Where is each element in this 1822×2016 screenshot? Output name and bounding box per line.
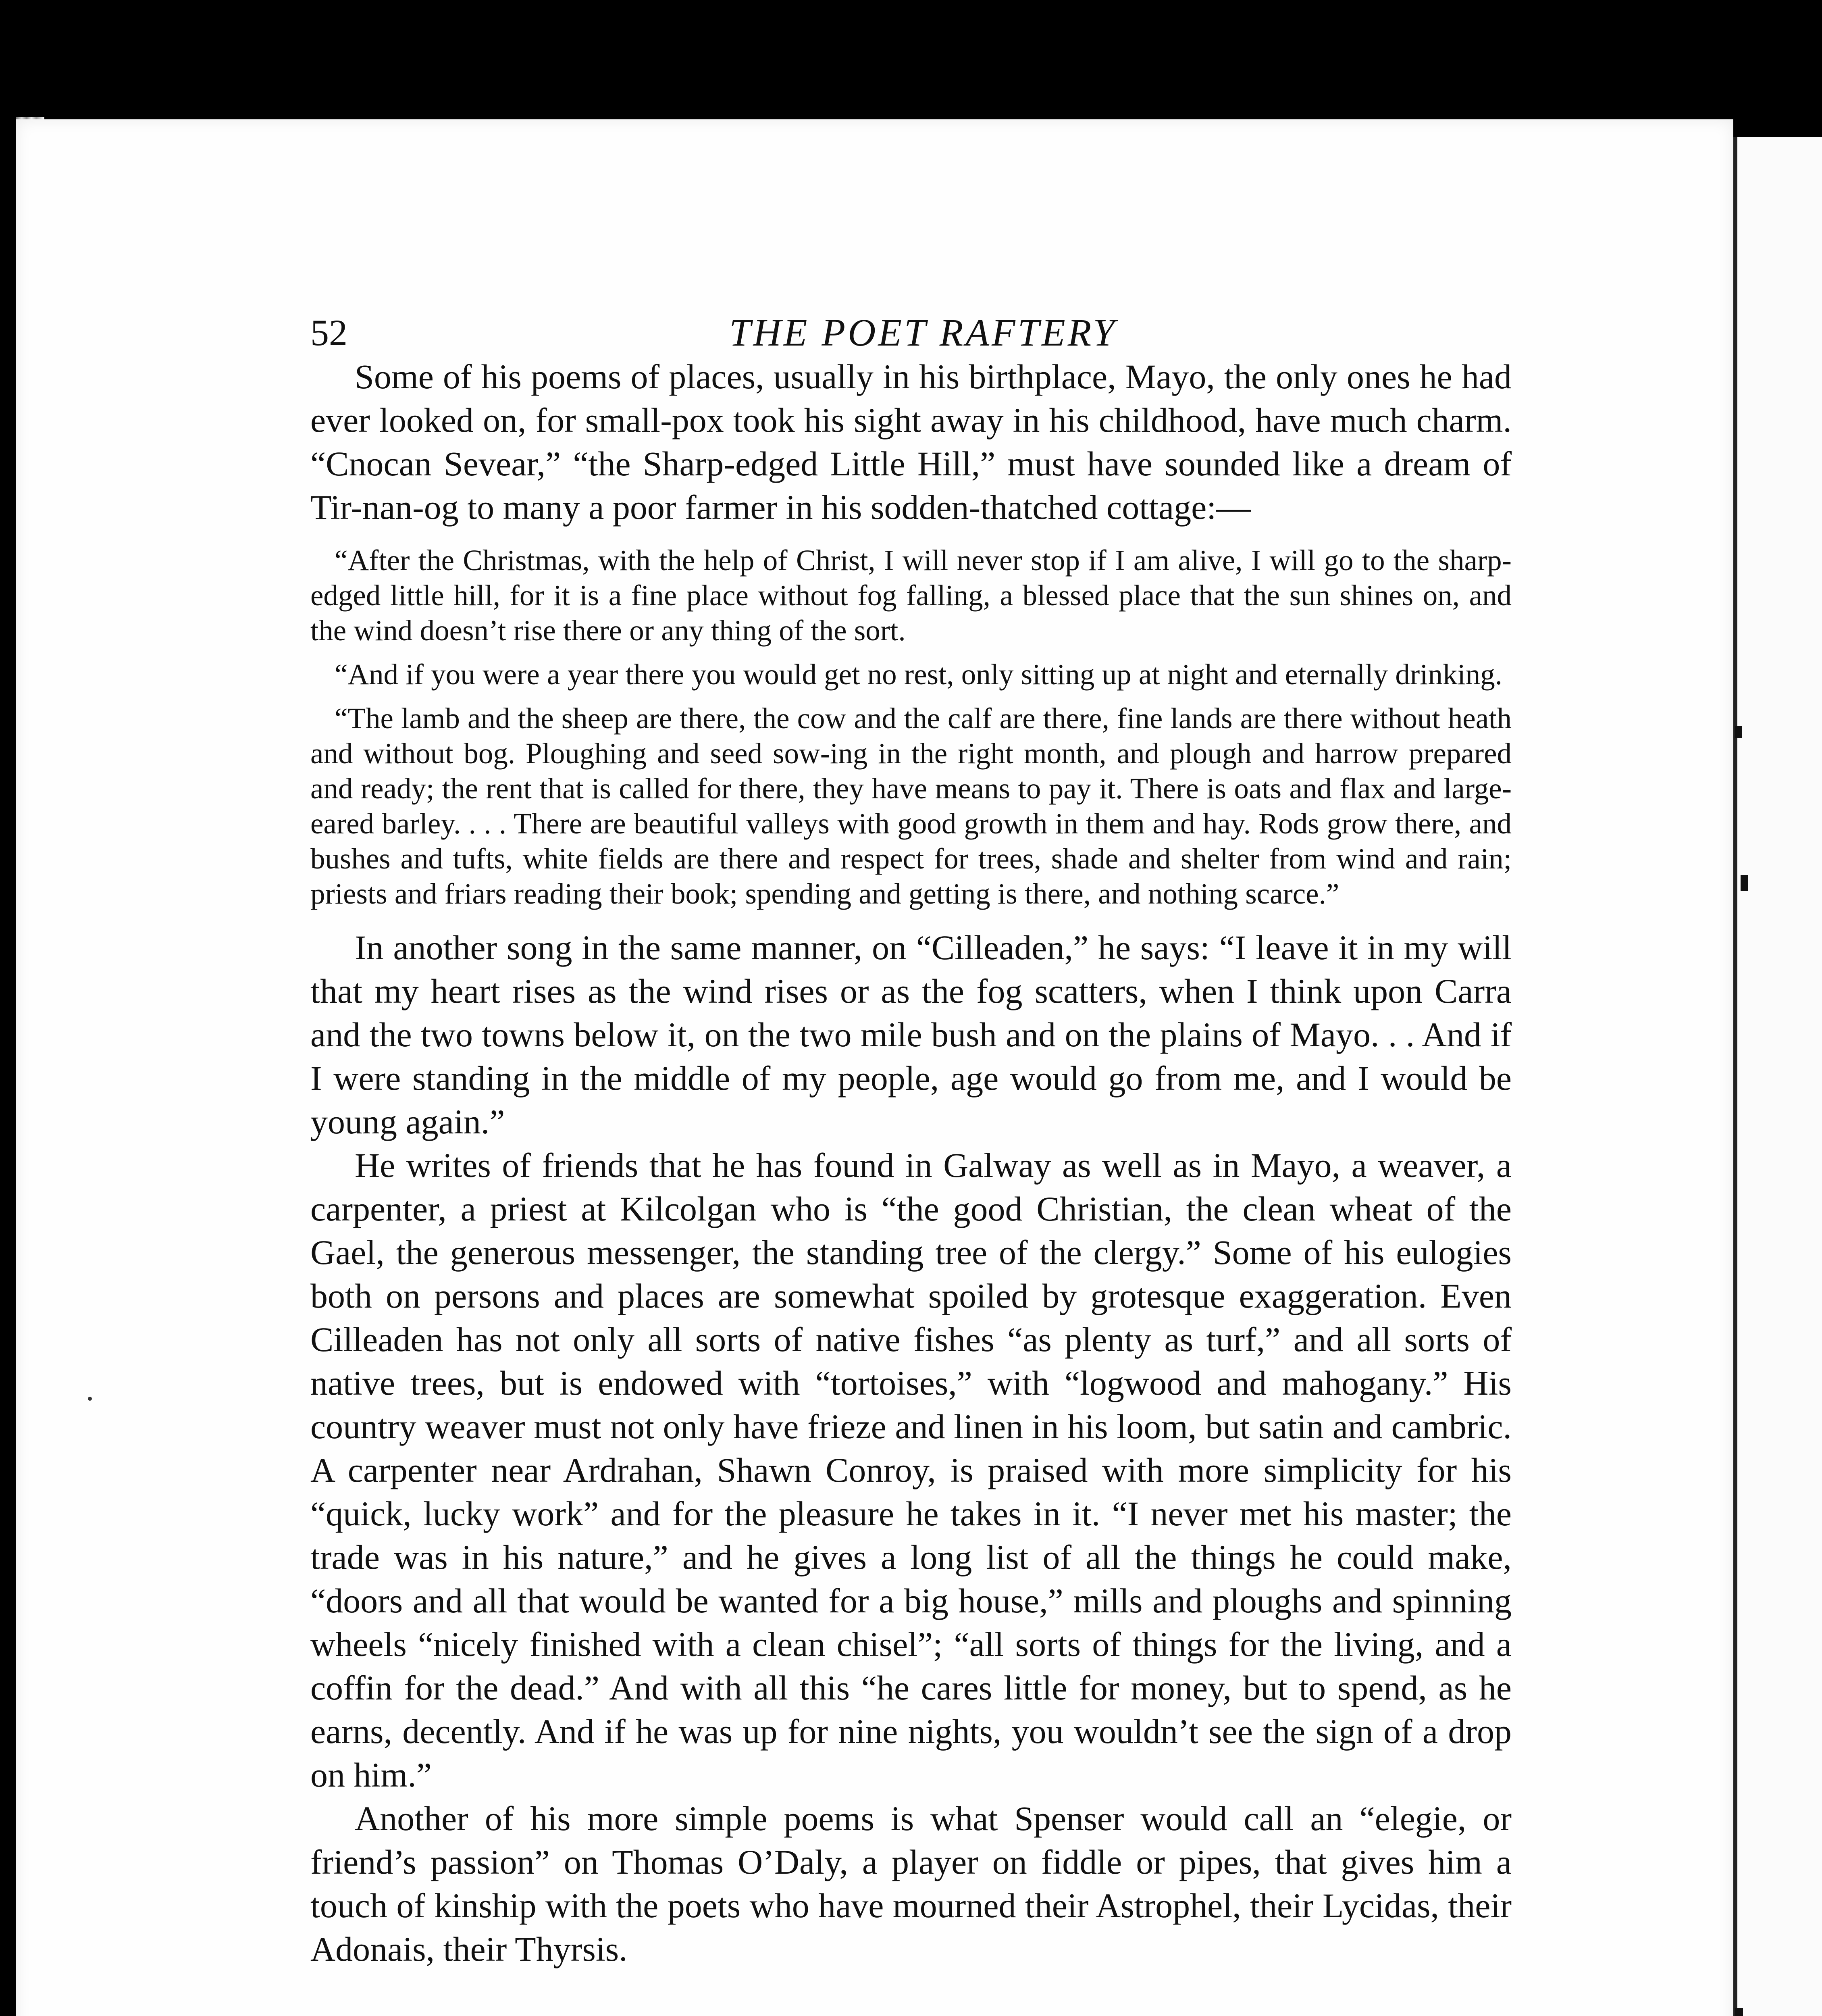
facing-page-mark — [1735, 726, 1742, 738]
quote-paragraph: “And if you were a year there you would get no rest, only sitting up at night and eternally drinking. — [335, 658, 1502, 691]
facing-page-mark — [1735, 2008, 1743, 2016]
intro-paragraph: Some of his poems of places, usually in his birthplace, Mayo, the only ones he had ever looked on, for small-pox took his sight away in his childhood, have much charm. “Cnocan Sevear,” “the Sharp-edged Little Hill,” must have sounded like a dream of Tir-nan-og to many a poor farmer in his sodden-thatched cottage:— — [310, 357, 1512, 527]
page-content — [310, 310, 1512, 1971]
running-title: THE POET RAFTERY — [729, 311, 1117, 354]
body-paragraph: Another of his more simple poems is what Spenser would call an “elegie, or friend’s passion” on Thomas O’Daly, a player on fiddle or pipes, that gives him a touch of kinship with the poets who have mourned their Astrophel, their Lycidas, their Adonais, their Thyrsis. — [310, 1799, 1512, 1968]
running-head — [310, 310, 1512, 355]
ink-speck — [88, 1397, 92, 1401]
quote-paragraph: “After the Christmas, with the help of Christ, I will never stop if I am alive, I will go to the sharp-edged little hill, for it is a fine place without fog falling, a blessed place that the sun shines on, and the wind doesn’t rise there or any thing of the sort. — [310, 544, 1512, 647]
quoted-poem-translation — [310, 543, 1512, 911]
facing-page-mark — [1741, 875, 1748, 891]
facing-page-edge — [1733, 137, 1822, 2016]
page-number: 52 — [310, 312, 347, 353]
body-paragraph: He writes of friends that he has found in Galway as well as in Mayo, a weaver, a carpenter, a priest at Kilcolgan who is “the good Christian, the clean wheat of the Gael, the generous messenger, the standing tree of the clergy.” Some of his eulogies both on persons and places are somewhat spoiled by grotesque exaggeration. Even Cilleaden has not only all sorts of native fishes “as plenty as turf,” and all sorts of native trees, but is endowed with “tortoises,” with “logwood and mahogany.” His country weaver must not only have frieze and linen in his loom, but satin and cambric. A carpenter near Ardrahan, Shawn Conroy, is praised with more simplicity for his “quick, lucky work” and for the pleasure he takes in it. “I never met his master; the trade was in his nature,” and he gives a long list of all the things he could make, “doors and all that would be wanted for a big house,” mills and ploughs and spinning wheels “nicely finished with a clean chisel”; “all sorts of things for the living, and a coffin for the dead.” And with all this “he cares little for money, but to spend, as he earns, decently. And if he was up for nine nights, you wouldn’t see the sign of a drop on him.” — [310, 1146, 1512, 1794]
quote-paragraph: “The lamb and the sheep are there, the cow and the calf are there, fine lands are there without heath and without bog. Ploughing and seed sow-ing in the right month, and plough and harrow prepared and ready; the rent that is called for there, they have means to pay it. There is oats and flax and large-eared barley. . . . There are beautiful valleys with good growth in them and hay. Rods grow there, and bushes and tufts, white fields are there and respect for trees, shade and shelter from wind and rain; priests and friars reading their book; spending and getting is there, and nothing scarce.” — [310, 702, 1512, 910]
body-paragraph: In another song in the same manner, on “Cilleaden,” he says: “I leave it in my will that my heart rises as the wind rises or as the fog scatters, when I think upon Carra and the two towns below it, on the two mile bush and on the plains of Mayo. . . And if I were standing in the middle of my people, age would go from me, and I would be young again.” — [310, 928, 1512, 1141]
